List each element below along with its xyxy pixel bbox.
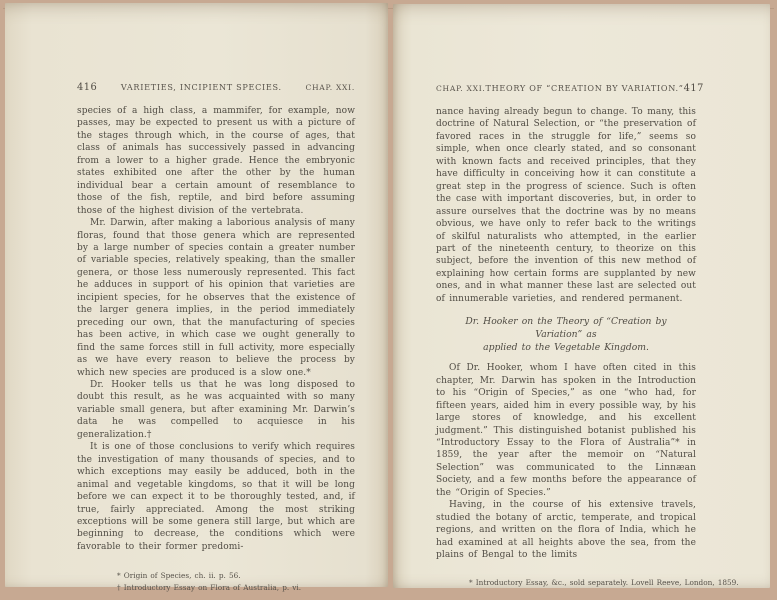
section-heading-line: applied to the Vegetable Kingdom. — [483, 342, 649, 354]
right-body-text — [436, 106, 696, 562]
body-paragraph: It is one of those conclusions to verify which requires the investigation of many thousands of species, and to which exceptions may easily be adduced, both in the animal and vegetable kingdoms, so that it will be long before we can expect it to be thoroughly tested, and, if true, fairly appreciated. Among the most striking exceptions will be some genera still large, but which are beginning to decrease, the conditions which were favorable to their former predomi- — [77, 442, 355, 552]
body-paragraph: species of a high class, a mammifer, for example, now passes, may be expected to present us with a picture of the stages through which, in the course of ages, that class of animals has successively passed in advancing from a lower to a higher grade. Hence the embryonic states exhibited one after the other by the human individual bear a certain amount of resemblance to those of the fish, reptile, and bird before assuming those of the highest division of the vertebrata. — [77, 106, 355, 216]
right-footnotes — [469, 577, 739, 588]
body-paragraph: Mr. Darwin, after making a laborious analysis of many floras, found that those genera which are represented by a large number of species contain a greater number of variable species, relatively speaking, than the smaller genera, or those less numerously represented. This fact he adduces in support of his opinion that varieties are incipient species, for he observes that the existence of the larger genera implies, in the period immediately preceding our own, that the manufacturing of species has been active, in which case we ought generally to find the same forces still in full activity, more especially as we have every reason to believe the process by which new species are produced is a slow one.* — [77, 218, 355, 378]
right-running-head — [436, 83, 704, 94]
footnote: † Introductory Essay on Flora of Australia, p. vi. — [117, 582, 302, 592]
right-page — [393, 4, 770, 588]
right-chapter-label: CHAP. XXI. — [436, 84, 486, 93]
body-paragraph: nance having already begun to change. To many, this doctrine of Natural Selection, or “the preservation of favored races in the struggle for life,” seems so simple, when once clearly stated, and so consonant with known facts and received principles, that they have difficulty in conceiving how it can constitute a great step in the progress of science. Such is often the case with important discoveries, but, in order to assure ourselves that the doctrine was by no means obvious, we have only to refer back to the writings of skilful naturalists who attempted, in the earlier part of the nineteenth century, to theorize on this subject, before the invention of this new method of explaining how certain forms are supplanted by new ones, and in what manner these last are selected out of innumerable varieties, and rendered permanent. — [436, 107, 696, 304]
left-page — [5, 3, 388, 592]
body-paragraph: Having, in the course of his extensive travels, studied the botany of arctic, temperate, and tropical regions, and written on the flora of India, which he had examined at all heights above the sea, from the plains of Bengal to the limits — [436, 500, 696, 561]
body-paragraph: Dr. Hooker tells us that he was long disposed to doubt this result, as he was acquainted with so many variable small genera, but after examining Mr. Darwin’s data he was compelled to acquiesce in his generalization.† — [77, 379, 355, 440]
right-page-number: 417 — [683, 83, 704, 94]
left-body-text — [77, 105, 355, 553]
left-running-head — [77, 82, 355, 93]
section-heading-line: Dr. Hooker on the Theory of “Creation by Variation” as — [465, 316, 667, 341]
footnote: * Origin of Species, ch. ii. p. 56. — [117, 571, 241, 581]
left-running-title: VARIETIES, INCIPIENT SPECIES. — [120, 82, 282, 92]
left-chapter-label: CHAP. XXI. — [305, 83, 355, 92]
footnote: * Introductory Essay, &c., sold separately. Lovell Reeve, London, 1859. — [469, 577, 739, 587]
left-footnotes — [117, 570, 355, 592]
body-paragraph: Of Dr. Hooker, whom I have often cited in this chapter, Mr. Darwin has spoken in the Introduction to his “Origin of Species,” as one “who had, for fifteen years, aided him in every possible way, by his large stores of knowledge, and his excellent judgment.” This distinguished botanist published his “Introductory Essay to the Flora of Australia”* in 1859, the year after the memoir on “Natural Selection” was communicated to the Linnæan Society, and a few months before the appearance of the “Origin of Species.” — [436, 363, 696, 498]
section-heading — [444, 315, 688, 354]
left-page-number: 416 — [77, 82, 98, 93]
right-running-title: THEORY OF “CREATION BY VARIATION.” — [485, 83, 684, 93]
